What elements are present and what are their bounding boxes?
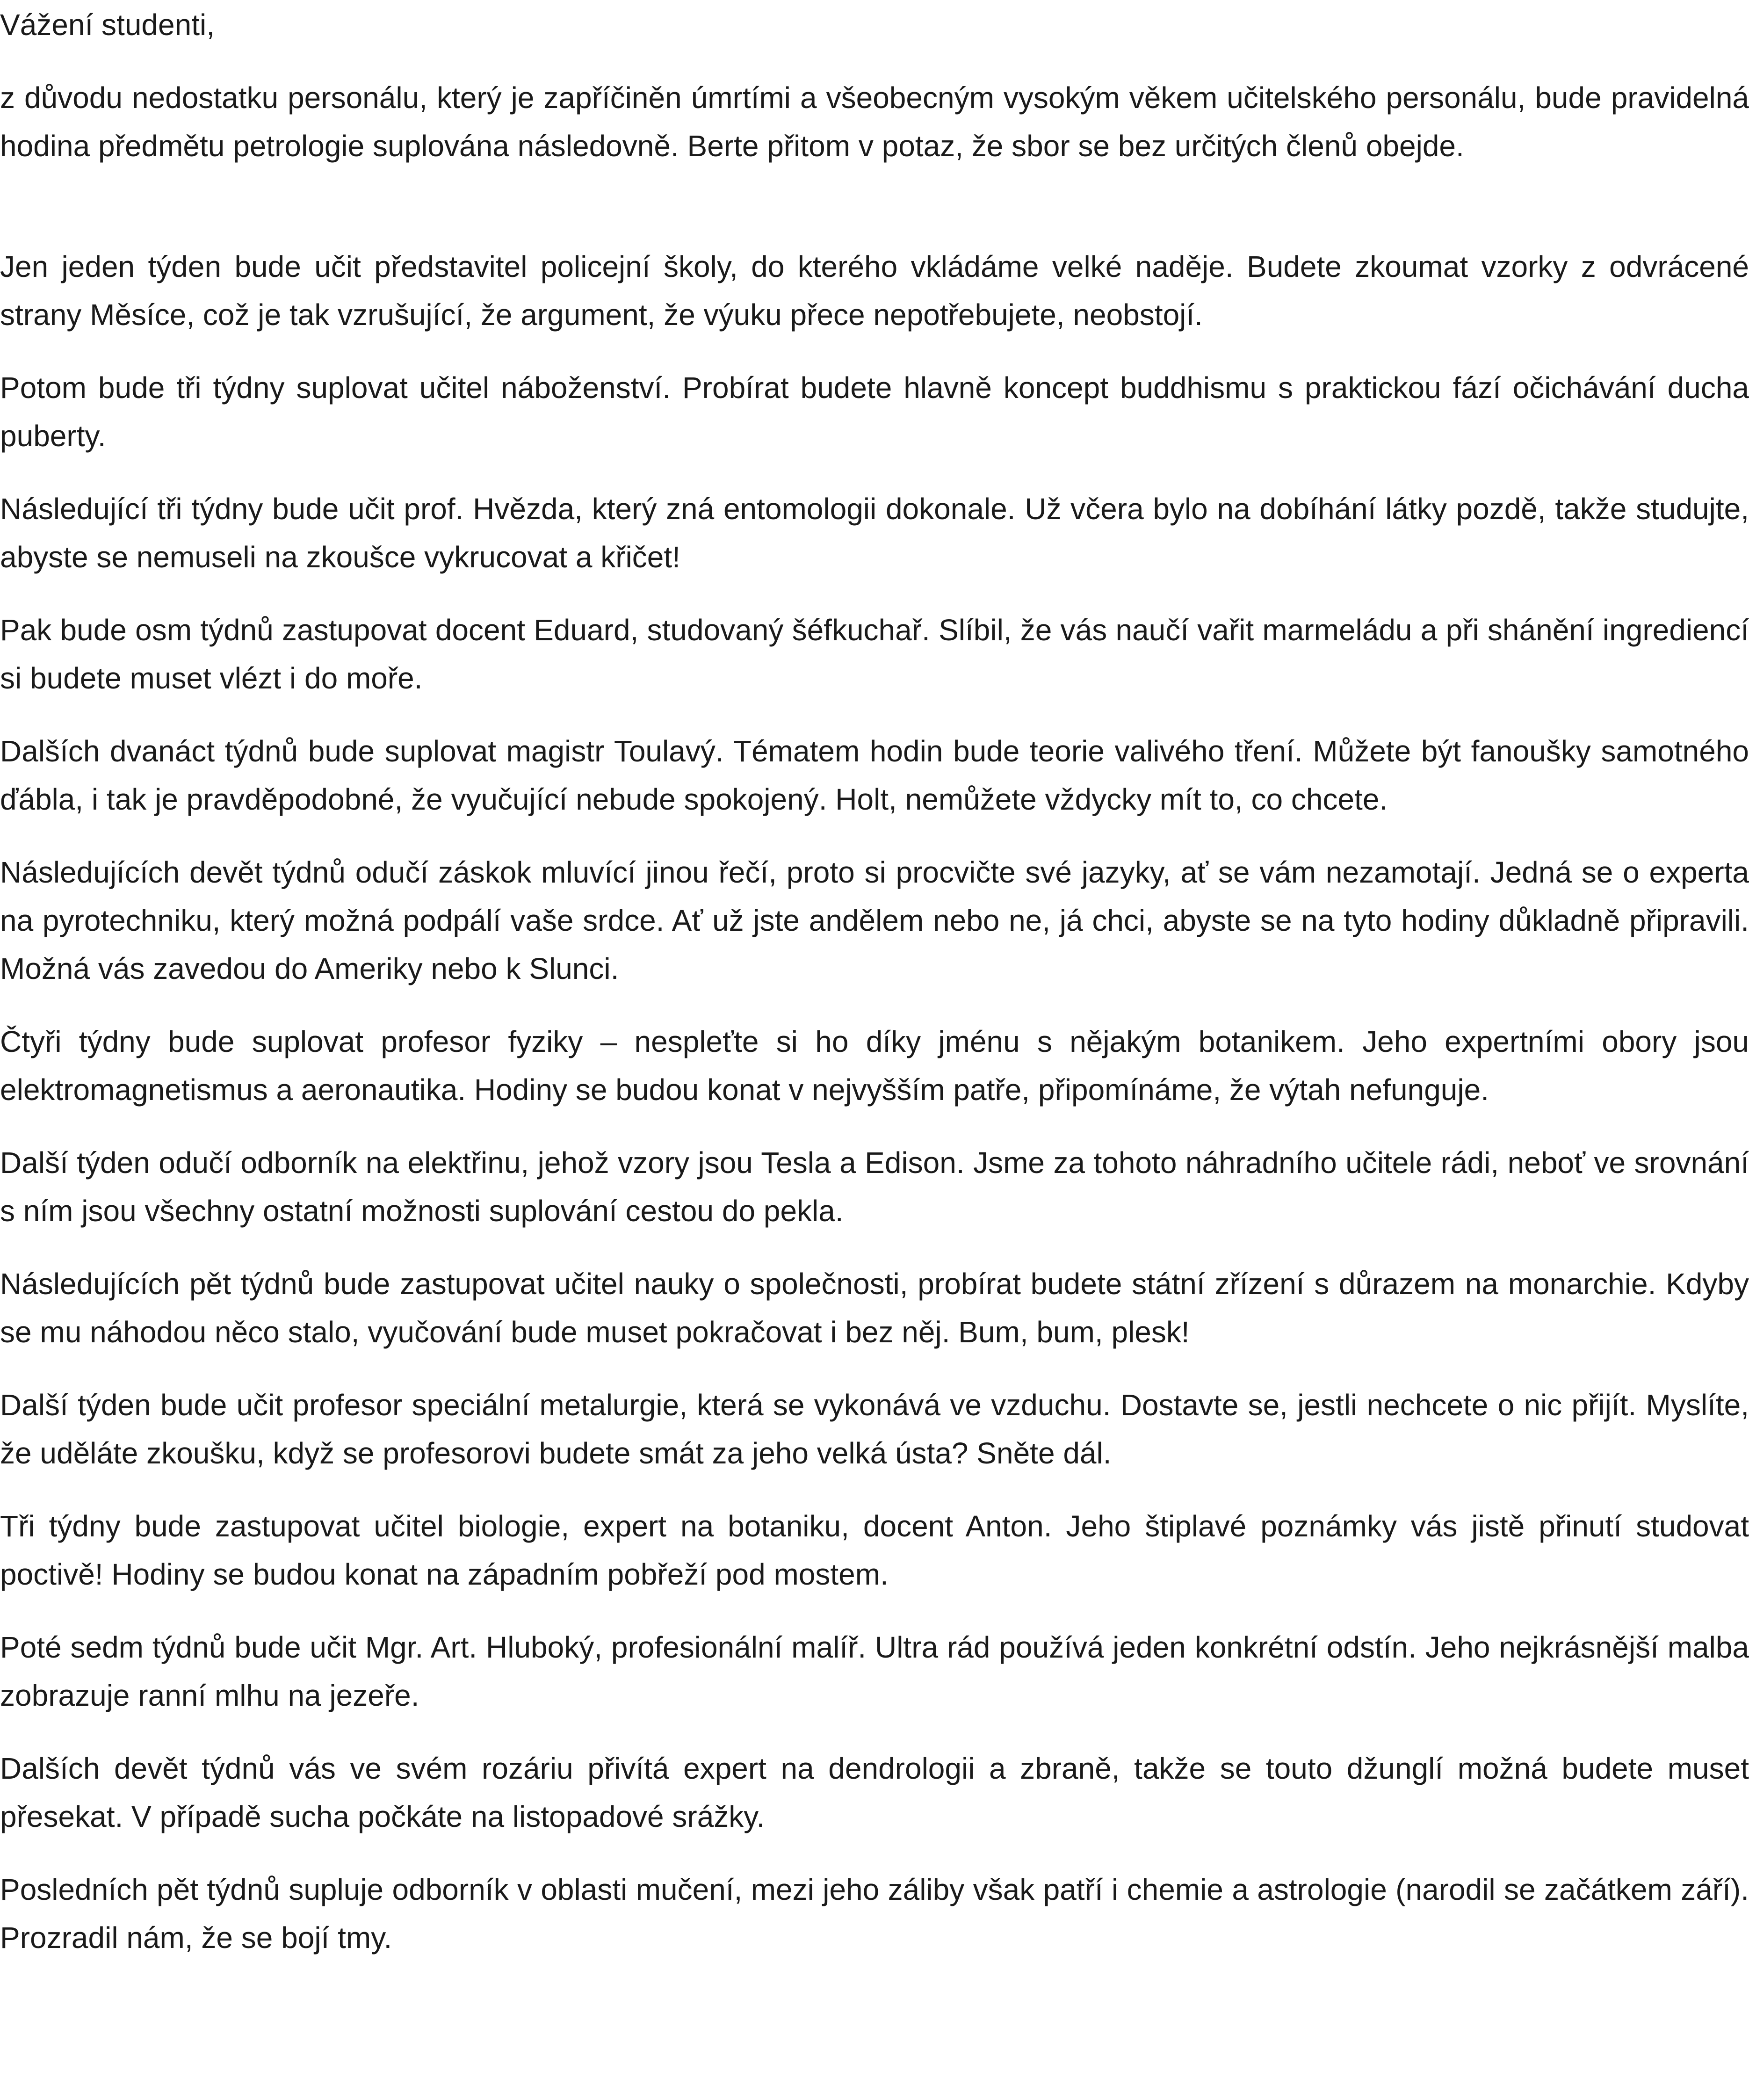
paragraph-religion: Potom bude tři týdny suplovat učitel náboženství. Probírat budete hlavně koncept buddhismu s praktickou fází očichávání ducha puberty.: [0, 371, 1749, 453]
paragraph-eduard: Pak bude osm týdnů zastupovat docent Eduard, studovaný šéfkuchař. Slíbil, že vás naučí vařit marmeládu a při shánění ingrediencí si budete muset vlézt i do moře.: [0, 613, 1749, 695]
paragraph-biology: Tři týdny bude zastupovat učitel biologie, expert na botaniku, docent Anton. Jeho štiplavé poznámky vás jistě přinutí studovat poctivě! Hodiny se budou konat na západním pobřeží pod mostem.: [0, 1509, 1749, 1591]
paragraph-painter: Poté sedm týdnů bude učit Mgr. Art. Hluboký, profesionální malíř. Ultra rád používá jeden konkrétní odstín. Jeho nejkrásnější malba zobrazuje ranní mlhu na jezeře.: [0, 1630, 1749, 1712]
paragraph-pyrotechnics: Následujících devět týdnů odučí záskok mluvící jinou řečí, proto si procvičte své jazyky, ať se vám nezamotají. Jedná se o experta na pyrotechniku, který možná podpálí vaše srdce. Ať už jste andělem nebo ne, já chci, abyste se na tyto hodiny důkladně připravili. Možná vás zavedou do Ameriky nebo k Slunci.: [0, 855, 1749, 985]
paragraph-physics: Čtyři týdny bude suplovat profesor fyziky – nespleťte si ho díky jménu s nějakým botanikem. Jeho expertními obory jsou elektromagnetismus a aeronautika. Hodiny se budou konat v nejvyšším patře, připomínáme, že výtah nefunguje.: [0, 1025, 1749, 1107]
paragraph-week-police: Jen jeden týden bude učit představitel policejní školy, do kterého vkládáme velké naděje. Budete zkoumat vzorky z odvrácené strany Měsíce, což je tak vzrušující, že argument, že výuku přece nepotřebujete, neobstojí.: [0, 250, 1749, 332]
paragraph-dendrology: Dalších devět týdnů vás ve svém rozáriu přivítá expert na dendrologii a zbraně, takže se touto džunglí možná budete muset přesekat. V případě sucha počkáte na listopadové srážky.: [0, 1752, 1749, 1833]
greeting: Vážení studenti,: [0, 8, 215, 42]
paragraph-metallurgy: Další týden bude učit profesor speciální metalurgie, která se vykonává ve vzduchu. Dostavte se, jestli nechcete o nic přijít. Myslíte, že uděláte zkoušku, když se profesorovi budete smát za jeho velká ústa? Sněte dál.: [0, 1388, 1749, 1470]
paragraph-toulavy: Dalších dvanáct týdnů bude suplovat magistr Toulavý. Tématem hodin bude teorie valivého tření. Můžete být fanoušky samotného ďábla, i tak je pravděpodobné, že vyučující nebude spokojený. Holt, nemůžete vždycky mít to, co chcete.: [0, 734, 1749, 816]
paragraph-intro: z důvodu nedostatku personálu, který je zapříčiněn úmrtími a všeobecným vysokým věkem učitelského personálu, bude pravidelná hodina předmětu petrologie suplována následovně. Berte přitom v potaz, že sbor se bez určitých členů obejde.: [0, 81, 1749, 163]
paragraph-social-studies: Následujících pět týdnů bude zastupovat učitel nauky o společnosti, probírat budete státní zřízení s důrazem na monarchie. Kdyby se mu náhodou něco stalo, vyučování bude muset pokračovat i bez něj. Bum, bum, plesk!: [0, 1267, 1749, 1349]
paragraph-hvezda: Následující tři týdny bude učit prof. Hvězda, který zná entomologii dokonale. Už včera bylo na dobíhání látky pozdě, takže studujte, abyste se nemuseli na zkoušce vykrucovat a křičet!: [0, 492, 1749, 574]
paragraph-last: Posledních pět týdnů supluje odborník v oblasti mučení, mezi jeho záliby však patří i chemie a astrologie (narodil se začátkem září). Prozradil nám, že se bojí tmy.: [0, 1873, 1749, 1955]
paragraph-electricity: Další týden odučí odborník na elektřinu, jehož vzory jsou Tesla a Edison. Jsme za tohoto náhradního učitele rádi, neboť ve srovnání s ním jsou všechny ostatní možnosti suplování cestou do pekla.: [0, 1146, 1749, 1228]
